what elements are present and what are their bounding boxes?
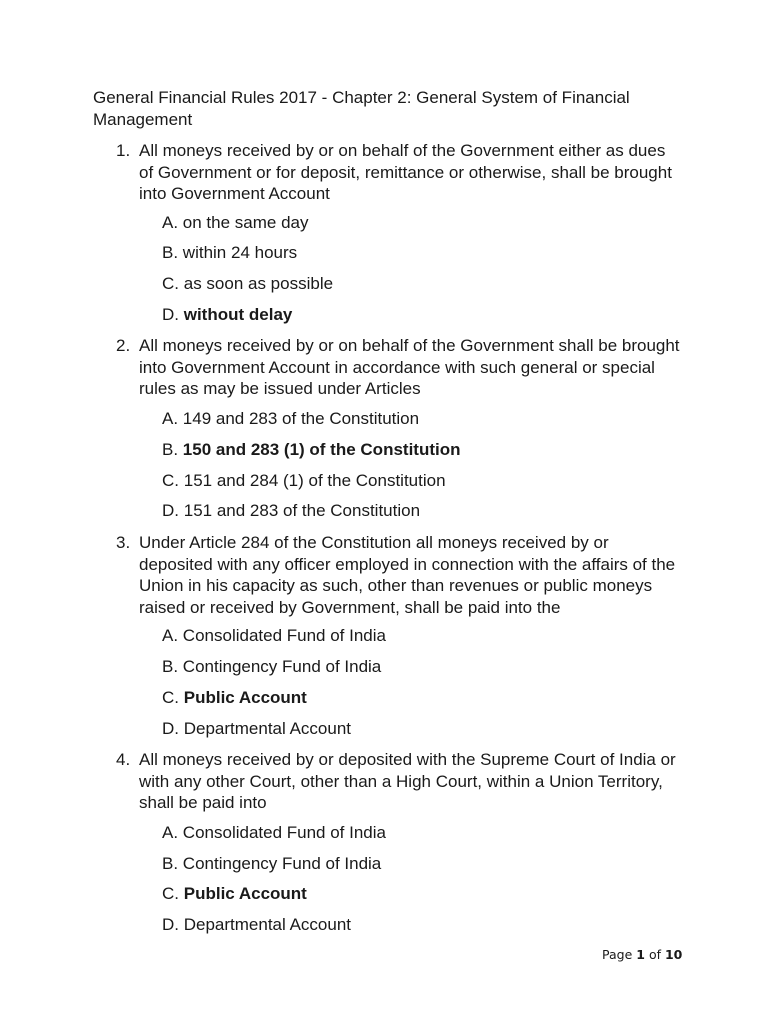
option-item [162,273,333,294]
option-letter: B. [162,657,179,676]
option-text: on the same day [182,213,309,232]
question-number: 1. [116,141,131,160]
question-text: All moneys received by or on behalf of the Government shall be brought into Government Account in accordance with such general or special rules as may be issued under Articles [139,336,680,398]
correct-answer-text: without delay [183,305,293,324]
option-letter: B. [162,243,179,262]
option-letter: D. [162,915,179,934]
option-letter: A. [162,213,179,232]
option-text: Departmental Account [183,719,351,738]
option-item-answer [162,687,307,708]
option-text: Consolidated Fund of India [182,823,386,842]
option-item-answer [162,439,461,460]
page-footer [602,947,682,962]
option-letter: A. [162,409,179,428]
option-item [162,853,381,874]
correct-answer-text: Public Account [183,688,307,707]
option-item-answer [162,304,292,325]
option-letter: D. [162,719,179,738]
option-item [162,470,446,491]
option-text: Consolidated Fund of India [182,626,386,645]
option-letter: A. [162,823,179,842]
option-text: Contingency Fund of India [182,657,382,676]
option-item [162,242,297,263]
option-letter: C. [162,274,179,293]
correct-answer-text: Public Account [183,884,307,903]
option-letter: C. [162,884,179,903]
option-letter: B. [162,440,179,459]
question-number: 2. [116,336,131,355]
question-text: Under Article 284 of the Constitution all moneys received by or deposited with any officer employed in connection with the affairs of the Union in his capacity as such, other than revenues or public moneys raised or received by Government, shall be paid into the [139,533,676,617]
option-text: 151 and 283 of the Constitution [183,501,421,520]
option-item [162,656,381,677]
current-page-number: 1 [636,947,645,962]
option-text: within 24 hours [182,243,298,262]
option-item [162,822,386,843]
page-label: Page [602,947,633,962]
correct-answer-text: 150 and 283 (1) of the Constitution [182,440,461,459]
option-text: 149 and 283 of the Constitution [182,409,420,428]
option-text: Contingency Fund of India [182,854,382,873]
question-text: All moneys received by or deposited with the Supreme Court of India or with any other Court, other than a High Court, within a Union Territory, shall be paid into [139,750,676,812]
option-letter: C. [162,471,179,490]
option-item [162,408,419,429]
option-item [162,212,309,233]
of-label: of [648,947,661,962]
option-letter: D. [162,501,179,520]
question-number: 4. [116,750,131,769]
option-item [162,718,351,739]
option-text: 151 and 284 (1) of the Constitution [183,471,446,490]
total-pages-number: 10 [664,947,683,962]
option-letter: A. [162,626,179,645]
option-text: Departmental Account [183,915,351,934]
question-number: 3. [116,533,131,552]
option-item [162,500,420,521]
option-item-answer [162,883,307,904]
option-text: as soon as possible [183,274,334,293]
page-title: General Financial Rules 2017 - Chapter 2: General System of Financial Management [93,88,630,129]
option-letter: D. [162,305,179,324]
question-text: All moneys received by or on behalf of the Government either as dues of Government or for deposit, remittance or otherwise, shall be brought into Government Account [139,141,672,203]
option-letter: C. [162,688,179,707]
option-item [162,914,351,935]
option-item [162,625,386,646]
option-letter: B. [162,854,179,873]
